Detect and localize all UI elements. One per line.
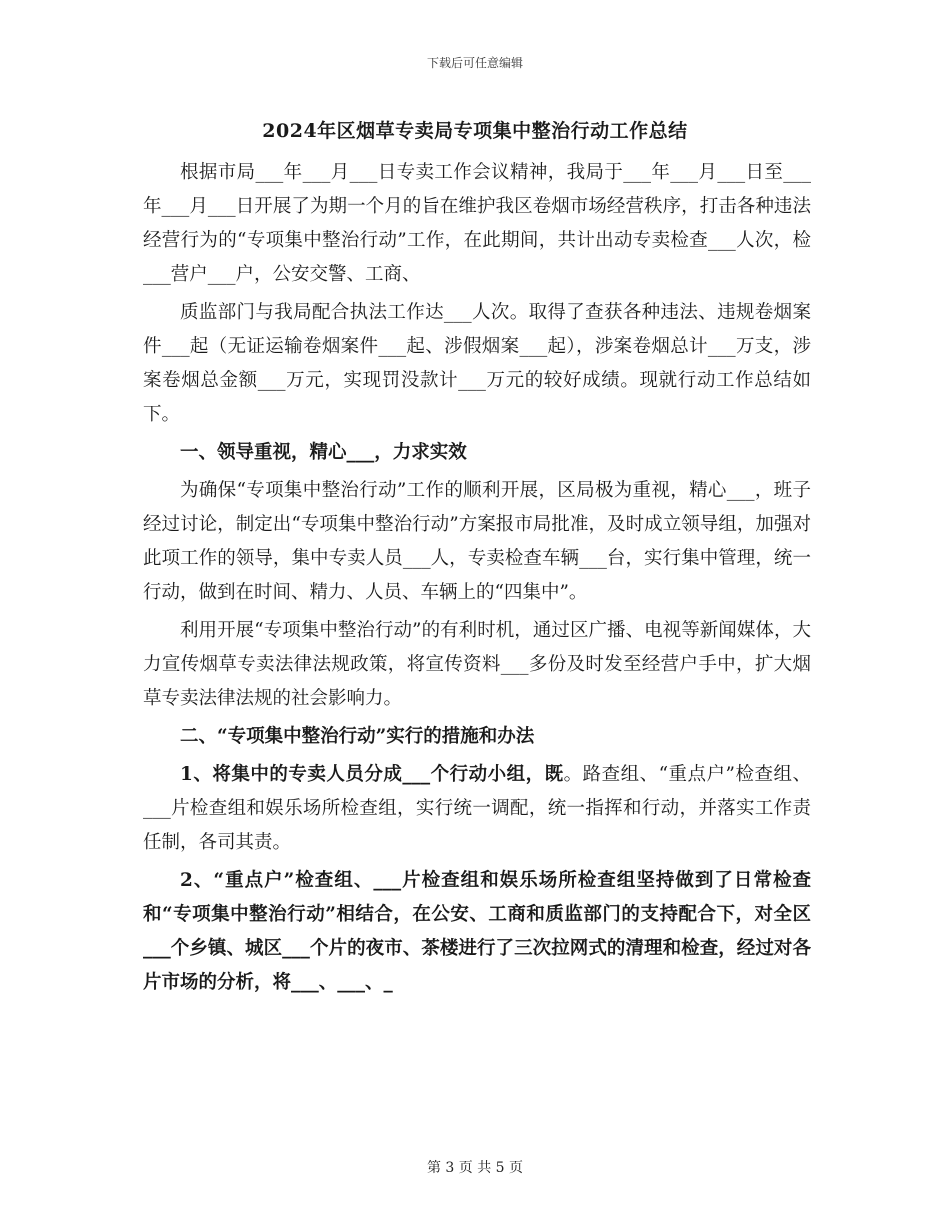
paragraph-publicity: 利用开展“专项集中整治行动”的有利时机，通过区广播、电视等新闻媒体，大力宣传烟草专卖法律法规政策，将宣传资料___多份及时发至经营户手中，扩大烟草专卖法律法规的社会影响力。: [143, 620, 811, 709]
header-note: 下载后可任意编辑: [426, 56, 523, 70]
list-item-1: [143, 758, 811, 860]
list-item-1-bold: 1、将集中的专卖人员分成___个行动小组，既: [180, 764, 564, 785]
document-body: [143, 156, 811, 1004]
page-number: 第 3 页 共 5 页: [426, 1160, 524, 1176]
section-heading-2: 二、“专项集中整治行动”实行的措施和办法: [180, 726, 535, 747]
document-title: 2024年区烟草专卖局专项集中整治行动工作总结: [262, 120, 688, 142]
paragraph-results: 质监部门与我局配合执法工作达___人次。取得了查获各种违法、违规卷烟案件___起（无证运输卷烟案件___起、涉假烟案___起），涉案卷烟总计___万支，涉案卷烟总金额___万元，实现罚没款计___万元的较好成绩。现就行动工作总结如下。: [143, 302, 811, 425]
list-item-2: 2、“重点户”检查组、___片检查组和娱乐场所检查组坚持做到了日常检查和“专项集中整治行动”相结合，在公安、工商和质监部门的支持配合下，对全区___个乡镇、城区___个片的夜市、茶楼进行了三次拉网式的清理和检查，经过对各片市场的分析，将___、___、_: [143, 870, 811, 993]
paragraph-leadership: 为确保“专项集中整治行动”工作的顺利开展，区局极为重视，精心___，班子经过讨论，制定出“专项集中整治行动”方案报市局批准，及时成立领导组，加强对此项工作的领导，集中专卖人员___人，专卖检查车辆___台，实行集中管理，统一行动，做到在时间、精力、人员、车辆上的“四集中”。: [143, 480, 811, 603]
section-heading-1: 一、领导重视，精心___，力求实效: [180, 442, 467, 463]
paragraph-intro: 根据市局___年___月___日专卖工作会议精神，我局于___年___月___日至___年___月___日开展了为期一个月的旨在维护我区卷烟市场经营秩序，打击各种违法经营行为的“专项集中整治行动”工作，在此期间，共计出动专卖检查___人次，检___营户___户，公安交警、工商、: [143, 162, 811, 285]
list-item-1-text: 。路查组、“重点户”检查组、___片检查组和娱乐场所检查组，实行统一调配，统一指挥和行动，并落实工作责任制，各司其责。: [143, 764, 812, 853]
